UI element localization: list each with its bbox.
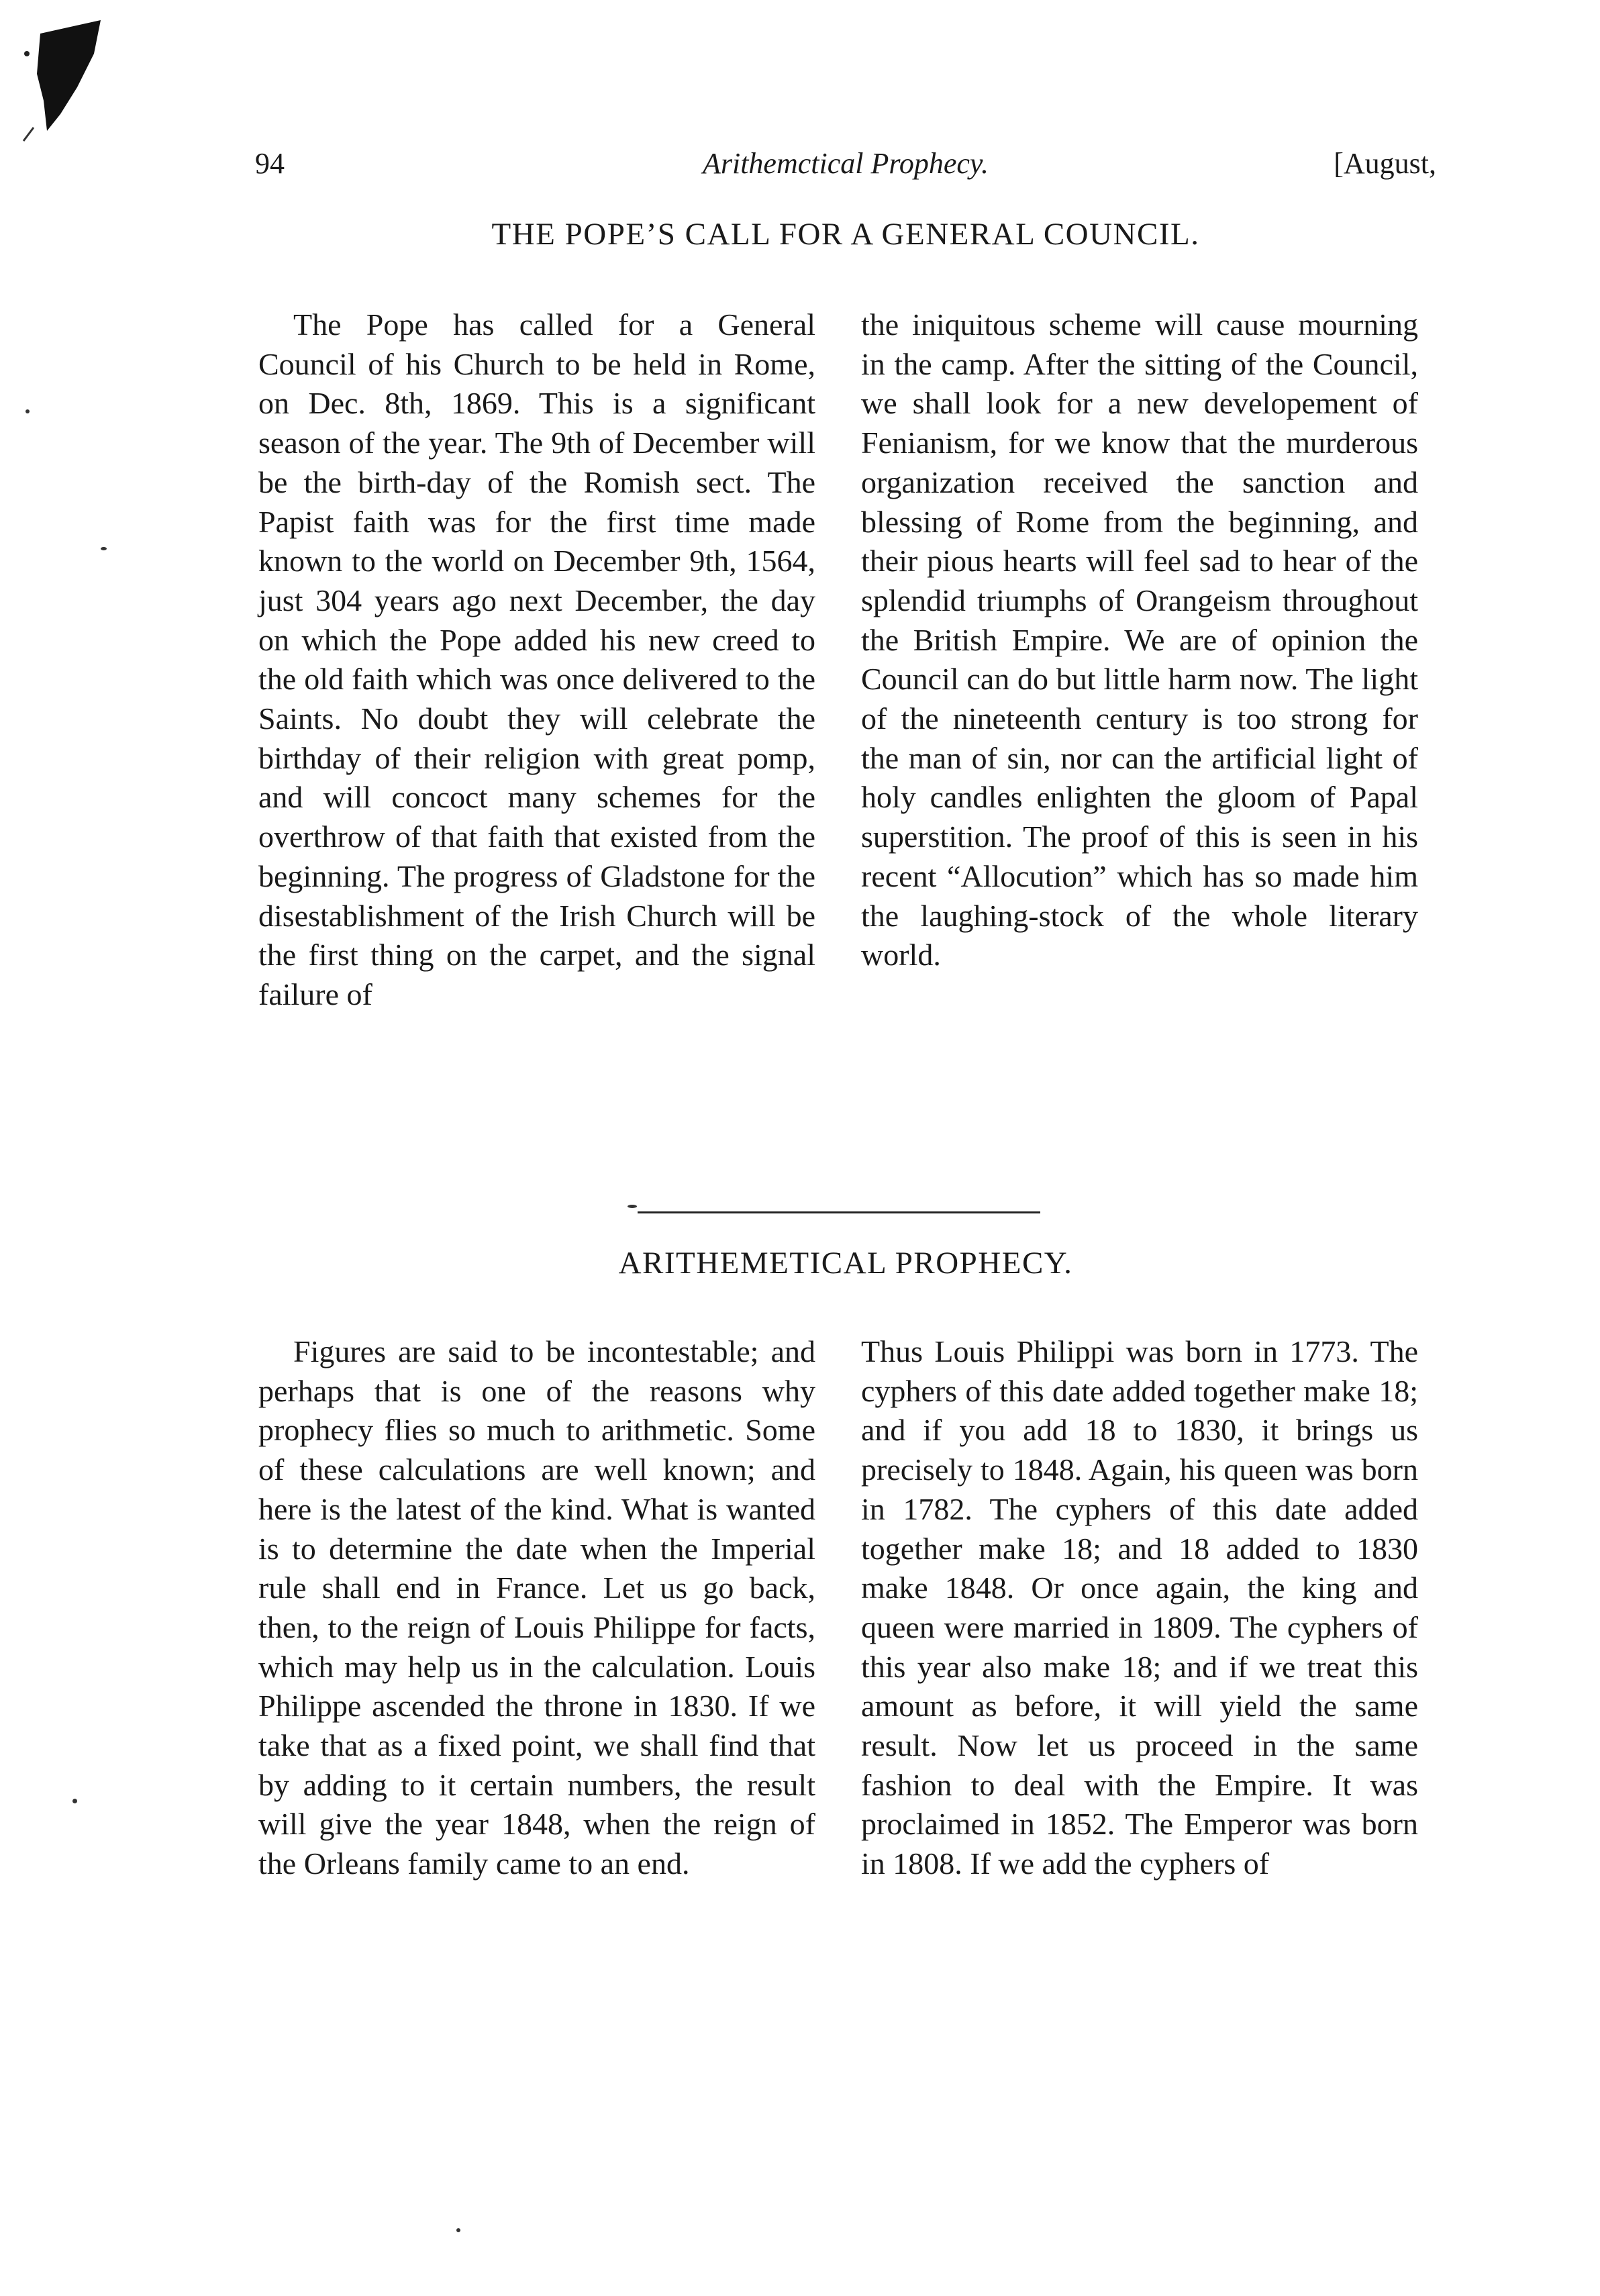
article2-column-right: [861, 1332, 1418, 1884]
article-heading-arithmetical-prophecy: ARITHEMETICAL PROPHECY.: [618, 1246, 1073, 1281]
article2-column-left: [258, 1332, 815, 1884]
article1-paragraph-left: The Pope has called for a General Council of his Church to be held in Rome, on Dec. 8th, 1869. This is a significant season of the year. The 9th of December will be the birth-day of the Romish sect. The Papist faith was for the first time made known to the world on December 9th, 1564, just 304 years ago next December, the day on which the Pope added his new creed to the old faith which was once delivered to the Saints. No doubt they will celebrate the birthday of their religion with great pomp, and will concoct many schemes for the overthrow of that faith that existed from the beginning. The progress of Gladstone for the disestablishment of the Irish Church will be the first thing on the carpet, and the signal failure of: [258, 307, 815, 1011]
article1-column-right: [861, 305, 1418, 975]
article2-paragraph-left: Figures are said to be incontestable; and perhaps that is one of the reasons why prophecy flies so much to arithmetic. Some of these calculations are well known; and here is the latest of the kind. What is wanted is to determine the date when the Imperial rule shall end in France. Let us go back, then, to the reign of Louis Philippe for facts, which may help us in the calculation. Louis Philippe ascended the throne in 1830. If we take that as a fixed point, we shall find that by adding to it certain numbers, the result will give the year 1848, when the reign of the Orleans family came to an end.: [258, 1334, 815, 1881]
article1-column-left: [258, 305, 815, 1015]
scan-speck: [101, 547, 107, 550]
running-month: [August,: [1334, 147, 1436, 180]
article1-paragraph-right: the iniquitous scheme will cause mourning in the camp. After the sitting of the Council, we shall look for a new developement of Fenianism, for we know that the murderous organization received the sanction and blessing of Rome from the beginning, and their pious hearts will feel sad to hear of the splendid triumphs of Orangeism throughout the British Empire. We are of opinion the Council can do but little harm now. The light of the nineteenth century is too strong for the man of sin, nor can the artificial light of holy candles enlighten the gloom of Papal superstition. The proof of this is seen in his recent “Allocution” which has so made him the laughing-stock of the whole literary world.: [861, 307, 1418, 972]
article2-paragraph-right: Thus Louis Philippi was born in 1773. The cyphers of this date added together make 18; and if you add 18 to 1830, it brings us precisely to 1848. Again, his queen was born in 1782. The cyphers of this date added together make 18; and 18 added to 1830 make 1848. Or once again, the king and queen were married in 1809. The cyphers of this year also make 18; and if we treat this amount as before, it will yield the same result. Now let us proceed in the same fashion to deal with the Empire. It was proclaimed in 1852. The Emperor was born in 1808. If we add the cyphers of: [861, 1334, 1418, 1881]
running-head: [255, 146, 1436, 193]
scan-speck: [72, 1799, 77, 1803]
running-title: Arithemctical Prophecy.: [702, 147, 989, 180]
article-heading-popes-call: THE POPE’S CALL FOR A GENERAL COUNCIL.: [491, 217, 1200, 252]
scan-speck: [456, 2228, 460, 2232]
section-divider-rule: [638, 1211, 1040, 1213]
scan-speck: [628, 1205, 637, 1208]
scan-speck: [26, 409, 30, 413]
ink-blot-mark: [13, 13, 114, 148]
page-number: 94: [255, 147, 285, 180]
